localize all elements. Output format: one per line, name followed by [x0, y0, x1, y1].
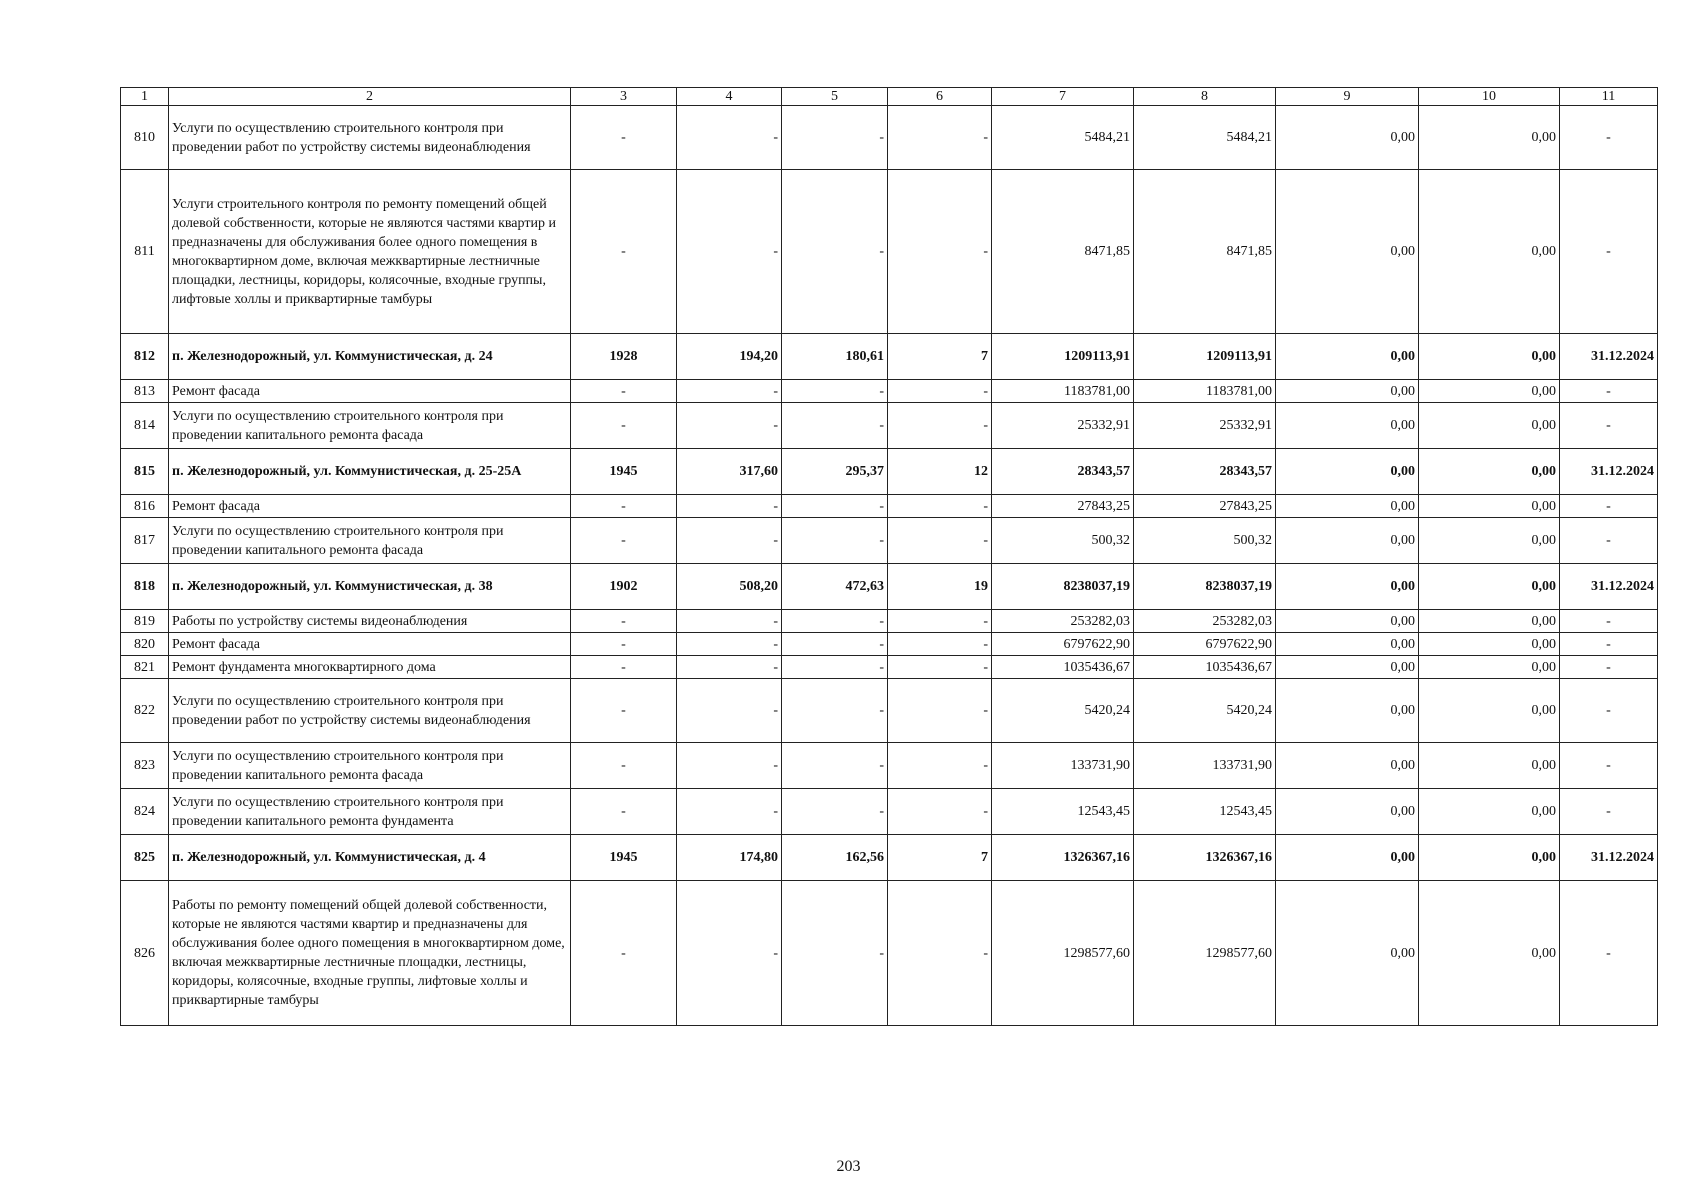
deadline-cell: -: [1560, 679, 1658, 743]
cost-other-2-cell: 0,00: [1419, 334, 1560, 380]
row-number-cell: 812: [121, 334, 169, 380]
cost-other-2-cell: 0,00: [1419, 633, 1560, 656]
row-number-cell: 821: [121, 656, 169, 679]
living-area-cell: -: [782, 679, 888, 743]
cost-other-1-cell: 0,00: [1276, 518, 1419, 564]
living-area-cell: -: [782, 633, 888, 656]
total-area-cell: -: [677, 743, 782, 789]
cost-fund-cell: 8471,85: [1134, 170, 1276, 334]
item-name-cell: Услуги по осуществлению строительного контроля при проведении капитального ремонта фундамента: [169, 789, 571, 835]
residents-cell: -: [888, 170, 992, 334]
year-cell: -: [571, 495, 677, 518]
row-number-cell: 818: [121, 564, 169, 610]
cost-other-2-cell: 0,00: [1419, 403, 1560, 449]
table-body: [121, 106, 1658, 1026]
living-area-cell: -: [782, 403, 888, 449]
cost-other-2-cell: 0,00: [1419, 564, 1560, 610]
column-header: 2: [169, 88, 571, 106]
cost-total-cell: 133731,90: [992, 743, 1134, 789]
table-row: [121, 170, 1658, 334]
cost-other-1-cell: 0,00: [1276, 380, 1419, 403]
column-number-row: [121, 88, 1658, 106]
cost-other-2-cell: 0,00: [1419, 106, 1560, 170]
deadline-cell: -: [1560, 495, 1658, 518]
item-name-cell: Услуги строительного контроля по ремонту помещений общей долевой собственности, которые не являются частями квартир и предназначены для обслуживания более одного помещения в многоквартирном доме, включая межквартирные лестничные площадки, лестницы, коридоры, колясочные, входные группы, лифтовые холлы и приквартирные тамбуры: [169, 170, 571, 334]
cost-other-1-cell: 0,00: [1276, 170, 1419, 334]
year-cell: -: [571, 403, 677, 449]
total-area-cell: -: [677, 380, 782, 403]
cost-other-2-cell: 0,00: [1419, 881, 1560, 1026]
year-cell: -: [571, 518, 677, 564]
table-row: [121, 495, 1658, 518]
cost-other-2-cell: 0,00: [1419, 495, 1560, 518]
cost-total-cell: 1209113,91: [992, 334, 1134, 380]
cost-total-cell: 500,32: [992, 518, 1134, 564]
row-number-cell: 819: [121, 610, 169, 633]
residents-cell: -: [888, 495, 992, 518]
cost-fund-cell: 133731,90: [1134, 743, 1276, 789]
row-number-cell: 817: [121, 518, 169, 564]
cost-other-1-cell: 0,00: [1276, 403, 1419, 449]
table-row: [121, 789, 1658, 835]
column-header: 8: [1134, 88, 1276, 106]
deadline-cell: 31.12.2024: [1560, 449, 1658, 495]
cost-fund-cell: 6797622,90: [1134, 633, 1276, 656]
living-area-cell: 472,63: [782, 564, 888, 610]
total-area-cell: -: [677, 656, 782, 679]
column-header: 11: [1560, 88, 1658, 106]
deadline-cell: -: [1560, 789, 1658, 835]
cost-other-1-cell: 0,00: [1276, 564, 1419, 610]
column-header: 5: [782, 88, 888, 106]
cost-fund-cell: 5420,24: [1134, 679, 1276, 743]
cost-other-1-cell: 0,00: [1276, 881, 1419, 1026]
cost-fund-cell: 1326367,16: [1134, 835, 1276, 881]
living-area-cell: -: [782, 881, 888, 1026]
total-area-cell: -: [677, 170, 782, 334]
total-area-cell: -: [677, 679, 782, 743]
registry-table: [120, 87, 1658, 1026]
year-cell: 1902: [571, 564, 677, 610]
cost-other-2-cell: 0,00: [1419, 679, 1560, 743]
cost-total-cell: 5420,24: [992, 679, 1134, 743]
deadline-cell: 31.12.2024: [1560, 334, 1658, 380]
cost-other-1-cell: 0,00: [1276, 656, 1419, 679]
year-cell: 1945: [571, 835, 677, 881]
table-row: [121, 881, 1658, 1026]
cost-total-cell: 25332,91: [992, 403, 1134, 449]
row-number-cell: 823: [121, 743, 169, 789]
cost-other-2-cell: 0,00: [1419, 789, 1560, 835]
cost-total-cell: 6797622,90: [992, 633, 1134, 656]
living-area-cell: -: [782, 495, 888, 518]
item-name-cell: п. Железнодорожный, ул. Коммунистическая, д. 4: [169, 835, 571, 881]
cost-other-2-cell: 0,00: [1419, 835, 1560, 881]
total-area-cell: -: [677, 403, 782, 449]
column-header: 4: [677, 88, 782, 106]
cost-total-cell: 1298577,60: [992, 881, 1134, 1026]
living-area-cell: -: [782, 656, 888, 679]
residents-cell: 7: [888, 835, 992, 881]
total-area-cell: 194,20: [677, 334, 782, 380]
total-area-cell: -: [677, 633, 782, 656]
item-name-cell: п. Железнодорожный, ул. Коммунистическая, д. 38: [169, 564, 571, 610]
item-name-cell: Работы по устройству системы видеонаблюдения: [169, 610, 571, 633]
total-area-cell: 317,60: [677, 449, 782, 495]
year-cell: -: [571, 881, 677, 1026]
column-header: 3: [571, 88, 677, 106]
item-name-cell: Ремонт фасада: [169, 633, 571, 656]
total-area-cell: -: [677, 518, 782, 564]
cost-other-1-cell: 0,00: [1276, 743, 1419, 789]
deadline-cell: 31.12.2024: [1560, 835, 1658, 881]
cost-other-2-cell: 0,00: [1419, 170, 1560, 334]
row-number-cell: 815: [121, 449, 169, 495]
table-row: [121, 610, 1658, 633]
item-name-cell: Услуги по осуществлению строительного контроля при проведении работ по устройству системы видеонаблюдения: [169, 679, 571, 743]
item-name-cell: Ремонт фасада: [169, 380, 571, 403]
residents-cell: -: [888, 106, 992, 170]
column-header: 1: [121, 88, 169, 106]
cost-other-2-cell: 0,00: [1419, 449, 1560, 495]
year-cell: 1945: [571, 449, 677, 495]
cost-other-1-cell: 0,00: [1276, 334, 1419, 380]
residents-cell: -: [888, 610, 992, 633]
cost-fund-cell: 8238037,19: [1134, 564, 1276, 610]
living-area-cell: 295,37: [782, 449, 888, 495]
address-row: [121, 334, 1658, 380]
living-area-cell: -: [782, 743, 888, 789]
cost-other-1-cell: 0,00: [1276, 835, 1419, 881]
residents-cell: -: [888, 881, 992, 1026]
table-row: [121, 403, 1658, 449]
row-number-cell: 825: [121, 835, 169, 881]
residents-cell: -: [888, 403, 992, 449]
cost-other-1-cell: 0,00: [1276, 679, 1419, 743]
item-name-cell: Ремонт фасада: [169, 495, 571, 518]
table-row: [121, 679, 1658, 743]
total-area-cell: -: [677, 106, 782, 170]
address-row: [121, 835, 1658, 881]
item-name-cell: Услуги по осуществлению строительного контроля при проведении капитального ремонта фасада: [169, 403, 571, 449]
table-row: [121, 380, 1658, 403]
cost-fund-cell: 12543,45: [1134, 789, 1276, 835]
total-area-cell: -: [677, 495, 782, 518]
cost-total-cell: 12543,45: [992, 789, 1134, 835]
living-area-cell: -: [782, 518, 888, 564]
cost-fund-cell: 500,32: [1134, 518, 1276, 564]
deadline-cell: -: [1560, 518, 1658, 564]
row-number-cell: 816: [121, 495, 169, 518]
cost-other-1-cell: 0,00: [1276, 449, 1419, 495]
item-name-cell: Ремонт фундамента многоквартирного дома: [169, 656, 571, 679]
year-cell: -: [571, 106, 677, 170]
row-number-cell: 820: [121, 633, 169, 656]
cost-fund-cell: 1209113,91: [1134, 334, 1276, 380]
residents-cell: -: [888, 743, 992, 789]
item-name-cell: п. Железнодорожный, ул. Коммунистическая, д. 24: [169, 334, 571, 380]
item-name-cell: Услуги по осуществлению строительного контроля при проведении капитального ремонта фасада: [169, 518, 571, 564]
deadline-cell: -: [1560, 170, 1658, 334]
cost-fund-cell: 253282,03: [1134, 610, 1276, 633]
year-cell: -: [571, 679, 677, 743]
deadline-cell: -: [1560, 633, 1658, 656]
deadline-cell: -: [1560, 380, 1658, 403]
living-area-cell: -: [782, 170, 888, 334]
cost-other-1-cell: 0,00: [1276, 610, 1419, 633]
cost-fund-cell: 27843,25: [1134, 495, 1276, 518]
cost-total-cell: 5484,21: [992, 106, 1134, 170]
deadline-cell: -: [1560, 403, 1658, 449]
cost-total-cell: 1183781,00: [992, 380, 1134, 403]
item-name-cell: п. Железнодорожный, ул. Коммунистическая, д. 25-25А: [169, 449, 571, 495]
living-area-cell: -: [782, 610, 888, 633]
deadline-cell: -: [1560, 743, 1658, 789]
residents-cell: -: [888, 380, 992, 403]
item-name-cell: Услуги по осуществлению строительного контроля при проведении капитального ремонта фасада: [169, 743, 571, 789]
cost-total-cell: 1326367,16: [992, 835, 1134, 881]
cost-other-2-cell: 0,00: [1419, 743, 1560, 789]
address-row: [121, 449, 1658, 495]
cost-other-2-cell: 0,00: [1419, 610, 1560, 633]
residents-cell: 12: [888, 449, 992, 495]
year-cell: -: [571, 170, 677, 334]
row-number-cell: 811: [121, 170, 169, 334]
cost-total-cell: 8238037,19: [992, 564, 1134, 610]
column-header: 7: [992, 88, 1134, 106]
residents-cell: -: [888, 679, 992, 743]
address-row: [121, 564, 1658, 610]
column-header: 10: [1419, 88, 1560, 106]
living-area-cell: -: [782, 789, 888, 835]
cost-fund-cell: 1298577,60: [1134, 881, 1276, 1026]
row-number-cell: 814: [121, 403, 169, 449]
cost-other-1-cell: 0,00: [1276, 633, 1419, 656]
table-row: [121, 518, 1658, 564]
row-number-cell: 810: [121, 106, 169, 170]
living-area-cell: 180,61: [782, 334, 888, 380]
table-row: [121, 633, 1658, 656]
cost-other-2-cell: 0,00: [1419, 380, 1560, 403]
table-row: [121, 743, 1658, 789]
total-area-cell: 174,80: [677, 835, 782, 881]
cost-fund-cell: 28343,57: [1134, 449, 1276, 495]
cost-total-cell: 1035436,67: [992, 656, 1134, 679]
cost-other-1-cell: 0,00: [1276, 106, 1419, 170]
cost-total-cell: 8471,85: [992, 170, 1134, 334]
year-cell: -: [571, 789, 677, 835]
deadline-cell: -: [1560, 881, 1658, 1026]
column-header: 6: [888, 88, 992, 106]
cost-fund-cell: 1183781,00: [1134, 380, 1276, 403]
year-cell: -: [571, 743, 677, 789]
year-cell: -: [571, 656, 677, 679]
year-cell: 1928: [571, 334, 677, 380]
cost-fund-cell: 1035436,67: [1134, 656, 1276, 679]
year-cell: -: [571, 380, 677, 403]
living-area-cell: -: [782, 106, 888, 170]
deadline-cell: -: [1560, 610, 1658, 633]
cost-other-1-cell: 0,00: [1276, 495, 1419, 518]
cost-fund-cell: 25332,91: [1134, 403, 1276, 449]
residents-cell: 7: [888, 334, 992, 380]
year-cell: -: [571, 610, 677, 633]
item-name-cell: Работы по ремонту помещений общей долевой собственности, которые не являются частями квартир и предназначены для обслуживания более одного помещения в многоквартирном доме, включая межквартирные лестничные площадки, лестницы, коридоры, колясочные, входные группы, лифтовые холлы и приквартирные тамбуры: [169, 881, 571, 1026]
living-area-cell: 162,56: [782, 835, 888, 881]
cost-total-cell: 27843,25: [992, 495, 1134, 518]
cost-total-cell: 28343,57: [992, 449, 1134, 495]
cost-other-1-cell: 0,00: [1276, 789, 1419, 835]
cost-fund-cell: 5484,21: [1134, 106, 1276, 170]
residents-cell: -: [888, 789, 992, 835]
total-area-cell: -: [677, 789, 782, 835]
page-number: 203: [836, 1158, 861, 1175]
table-row: [121, 106, 1658, 170]
table-row: [121, 656, 1658, 679]
deadline-cell: -: [1560, 106, 1658, 170]
cost-other-2-cell: 0,00: [1419, 518, 1560, 564]
total-area-cell: 508,20: [677, 564, 782, 610]
total-area-cell: -: [677, 881, 782, 1026]
cost-other-2-cell: 0,00: [1419, 656, 1560, 679]
deadline-cell: 31.12.2024: [1560, 564, 1658, 610]
column-header: 9: [1276, 88, 1419, 106]
row-number-cell: 822: [121, 679, 169, 743]
row-number-cell: 826: [121, 881, 169, 1026]
residents-cell: -: [888, 633, 992, 656]
living-area-cell: -: [782, 380, 888, 403]
row-number-cell: 813: [121, 380, 169, 403]
residents-cell: -: [888, 518, 992, 564]
residents-cell: 19: [888, 564, 992, 610]
residents-cell: -: [888, 656, 992, 679]
cost-total-cell: 253282,03: [992, 610, 1134, 633]
row-number-cell: 824: [121, 789, 169, 835]
total-area-cell: -: [677, 610, 782, 633]
deadline-cell: -: [1560, 656, 1658, 679]
item-name-cell: Услуги по осуществлению строительного контроля при проведении работ по устройству системы видеонаблюдения: [169, 106, 571, 170]
year-cell: -: [571, 633, 677, 656]
